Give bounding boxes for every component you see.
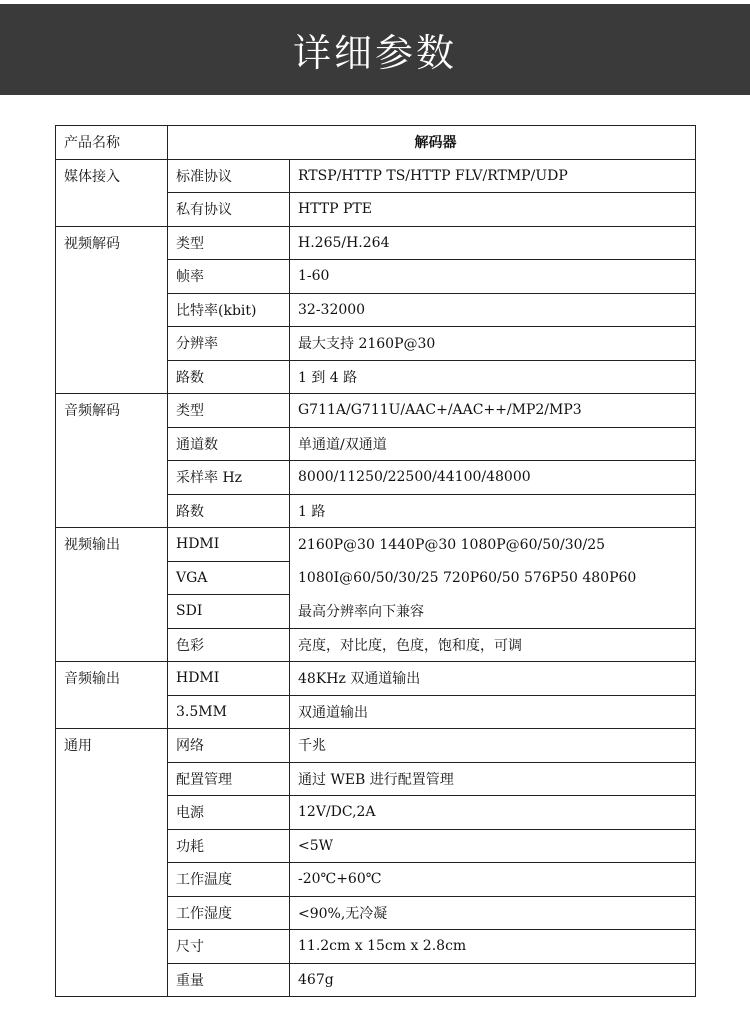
param-name-cell: 采样率 Hz bbox=[168, 461, 290, 495]
param-value-cell: 1080I@60/50/30/25 720P60/50 576P50 480P60 bbox=[290, 561, 696, 595]
param-value-cell: 单通道/双通道 bbox=[290, 427, 696, 461]
table-row bbox=[56, 159, 696, 193]
param-value-cell: 48KHz 双通道输出 bbox=[290, 662, 696, 696]
table-row bbox=[56, 729, 696, 763]
param-value-cell: 千兆 bbox=[290, 729, 696, 763]
param-name-cell: 类型 bbox=[168, 394, 290, 428]
table-header-row bbox=[56, 126, 696, 160]
param-value-cell: RTSP/HTTP TS/HTTP FLV/RTMP/UDP bbox=[290, 159, 696, 193]
param-name-cell: 功耗 bbox=[168, 829, 290, 863]
param-name-cell: 配置管理 bbox=[168, 762, 290, 796]
param-name-cell: 分辨率 bbox=[168, 327, 290, 361]
param-value-cell: 亮度，对比度，色度，饱和度，可调 bbox=[290, 628, 696, 662]
param-value-cell: 11.2cm x 15cm x 2.8cm bbox=[290, 930, 696, 964]
param-name-cell: 帧率 bbox=[168, 260, 290, 294]
param-value-cell: 最高分辨率向下兼容 bbox=[290, 595, 696, 629]
page-title: 详细参数 bbox=[292, 31, 457, 75]
param-value-cell: 12V/DC,2A bbox=[290, 796, 696, 830]
param-name-cell: 私有协议 bbox=[168, 193, 290, 227]
param-value-cell: 467g bbox=[290, 963, 696, 997]
param-name-cell: 尺寸 bbox=[168, 930, 290, 964]
param-value-cell: 2160P@30 1440P@30 1080P@60/50/30/25 bbox=[290, 528, 696, 562]
param-name-cell: 比特率(kbit) bbox=[168, 293, 290, 327]
param-value-cell: <90%,无冷凝 bbox=[290, 896, 696, 930]
table-row bbox=[56, 394, 696, 428]
param-name-cell: 色彩 bbox=[168, 628, 290, 662]
param-name-cell: 工作湿度 bbox=[168, 896, 290, 930]
param-value-cell: 1-60 bbox=[290, 260, 696, 294]
param-value-cell: 1 到 4 路 bbox=[290, 360, 696, 394]
param-value-cell: G711A/G711U/AAC+/AAC++/MP2/MP3 bbox=[290, 394, 696, 428]
param-name-cell: VGA bbox=[168, 561, 290, 595]
param-name-cell: SDI bbox=[168, 595, 290, 629]
category-cell: 视频输出 bbox=[56, 528, 168, 662]
param-name-cell: 重量 bbox=[168, 963, 290, 997]
param-value-cell: <5W bbox=[290, 829, 696, 863]
param-name-cell: 电源 bbox=[168, 796, 290, 830]
param-name-cell: 工作温度 bbox=[168, 863, 290, 897]
header-banner bbox=[0, 4, 750, 95]
param-name-cell: 标准协议 bbox=[168, 159, 290, 193]
param-value-cell: 8000/11250/22500/44100/48000 bbox=[290, 461, 696, 495]
param-value-cell: 1 路 bbox=[290, 494, 696, 528]
table-row bbox=[56, 662, 696, 696]
category-cell: 通用 bbox=[56, 729, 168, 997]
param-name-cell: 类型 bbox=[168, 226, 290, 260]
category-cell: 音频输出 bbox=[56, 662, 168, 729]
category-cell: 音频解码 bbox=[56, 394, 168, 528]
param-value-cell: H.265/H.264 bbox=[290, 226, 696, 260]
header-label-cell: 产品名称 bbox=[56, 126, 168, 160]
category-cell: 媒体接入 bbox=[56, 159, 168, 226]
param-name-cell: 路数 bbox=[168, 494, 290, 528]
param-value-cell: 双通道输出 bbox=[290, 695, 696, 729]
header-value-cell: 解码器 bbox=[168, 126, 696, 160]
category-cell: 视频解码 bbox=[56, 226, 168, 394]
table-row bbox=[56, 226, 696, 260]
param-name-cell: HDMI bbox=[168, 528, 290, 562]
param-value-cell: HTTP PTE bbox=[290, 193, 696, 227]
param-name-cell: 路数 bbox=[168, 360, 290, 394]
spec-table bbox=[55, 125, 696, 997]
param-value-cell: 通过 WEB 进行配置管理 bbox=[290, 762, 696, 796]
param-value-cell: 32-32000 bbox=[290, 293, 696, 327]
param-name-cell: 网络 bbox=[168, 729, 290, 763]
param-name-cell: 通道数 bbox=[168, 427, 290, 461]
param-name-cell: HDMI bbox=[168, 662, 290, 696]
param-value-cell: -20℃+60℃ bbox=[290, 863, 696, 897]
param-value-cell: 最大支持 2160P@30 bbox=[290, 327, 696, 361]
table-row bbox=[56, 528, 696, 562]
param-name-cell: 3.5MM bbox=[168, 695, 290, 729]
